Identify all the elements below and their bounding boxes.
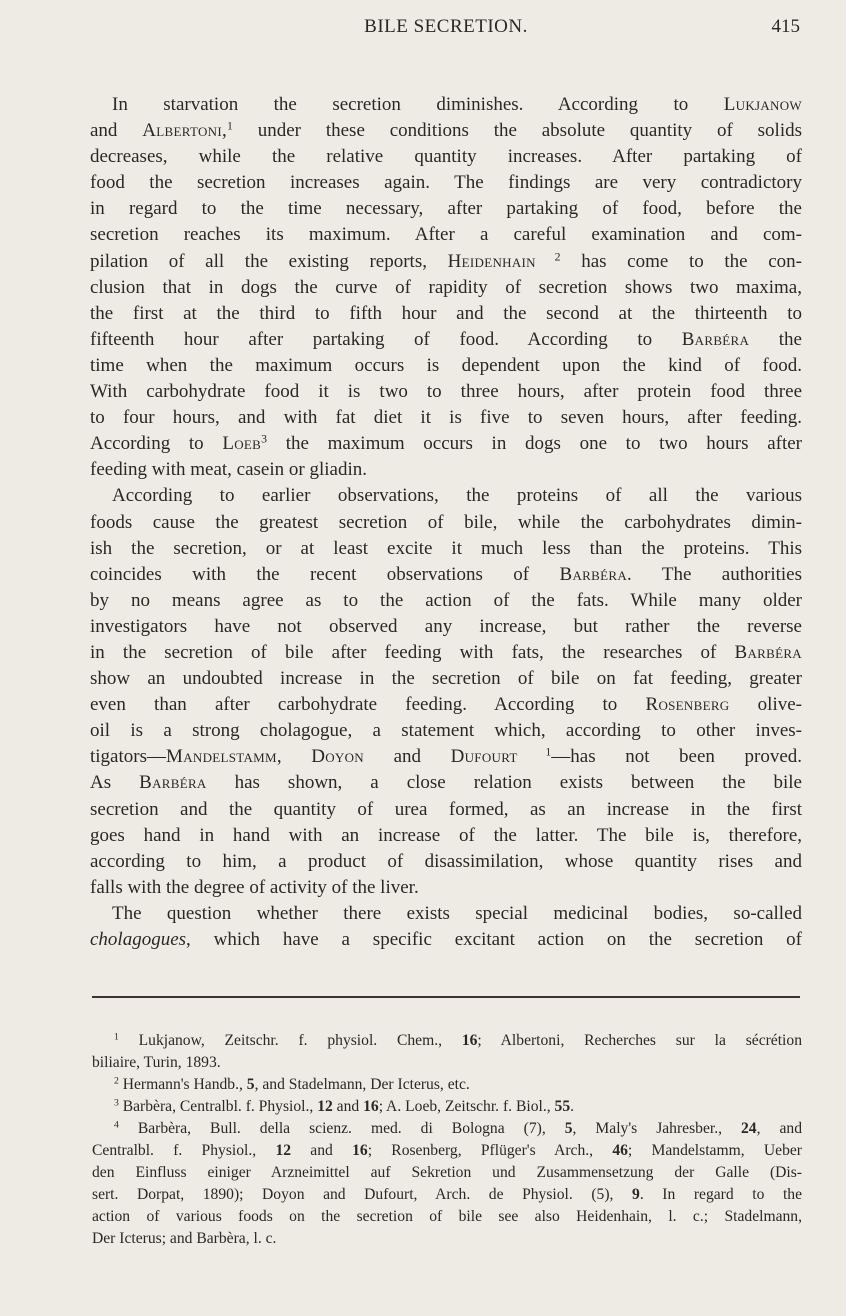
text-run: ; Albertoni, Recherches sur la sécrétion (477, 1032, 802, 1049)
footnote-line (92, 1118, 802, 1140)
text-run: falls with the degree of activity of the liver. (90, 876, 419, 898)
text-run: . (570, 1098, 575, 1115)
text-line (90, 144, 802, 170)
text-run: to four hours, and with fat diet it is five to seven hours, after feeding. (90, 407, 802, 429)
text-line (90, 927, 802, 953)
text-run: in the secretion of bile after feeding with fats, the researches of (90, 641, 735, 663)
text-line (90, 614, 802, 640)
text-run: feeding with meat, casein or gliadin. (90, 459, 367, 481)
text-run: 12 (317, 1098, 333, 1115)
text-run: Der Icterus; and Barbèra, l. c. (92, 1230, 277, 1247)
text-run: action of various foods on the secretion of bile see also Heidenhain, l. c.; Stadelmann, (92, 1208, 802, 1225)
text-run: 16 (363, 1098, 379, 1115)
text-run: coincides with the recent observations of (90, 563, 560, 585)
text-run: Barbèra, Centralbl. f. Physiol., (118, 1098, 318, 1115)
text-run: biliaire, Turin, 1893. (92, 1054, 221, 1071)
text-run: goes hand in hand with an increase of the latter. The bile is, therefore, (90, 824, 802, 846)
text-run: cholagogues (90, 929, 187, 950)
text-line (90, 92, 802, 118)
text-run: secretion and the quantity of urea formed, as an increase in the first (90, 798, 802, 820)
text-line (90, 823, 802, 849)
author-name: Barbéra (559, 563, 628, 585)
text-run: ; A. Loeb, Zeitschr. f. Biol., (378, 1098, 555, 1115)
page-header (92, 16, 800, 44)
text-run: . The authorities (627, 563, 802, 585)
text-run: Lukjanow, Zeitschr. f. physiol. Chem., (118, 1032, 462, 1049)
text-run: As (90, 772, 140, 794)
footnote-line (92, 1184, 802, 1206)
text-run: the (749, 328, 802, 350)
text-run: secretion reaches its maximum. After a careful examination and com- (90, 224, 802, 246)
author-name: Barbéra (734, 641, 802, 663)
text-run: olive- (729, 694, 802, 716)
footnote-marker: 2 (535, 250, 561, 264)
text-run: 12 (275, 1142, 292, 1159)
footnote-line (92, 1206, 802, 1228)
text-run: 5 (564, 1120, 573, 1137)
author-name: Mandelstamm (166, 746, 277, 768)
text-run: investigators have not observed any increase, but rather the reverse (90, 615, 802, 637)
text-run: fifteenth hour after partaking of food. According to (90, 328, 682, 350)
text-run: 5 (246, 1076, 255, 1093)
text-run: 55 (554, 1098, 571, 1115)
text-line (90, 222, 802, 248)
footnote-marker: 1 (517, 745, 552, 759)
text-run: has shown, a close relation exists between the bile (206, 772, 802, 794)
footnote-marker: 3 (114, 1097, 119, 1109)
text-run: in regard to the time necessary, after partaking of food, before the (90, 198, 802, 220)
text-run: With carbohydrate food it is two to three hours, after protein food three (90, 381, 802, 403)
footnote-marker: 3 (261, 432, 268, 446)
text-run: , which have a specific excitant action on the secretion of (186, 929, 802, 950)
text-line (90, 718, 802, 744)
page-number: 415 (771, 16, 800, 37)
text-run: According to earlier observations, the proteins of all the various (112, 485, 802, 507)
text-line (90, 457, 802, 483)
text-run: by no means agree as to the action of the fats. While many older (90, 589, 802, 611)
text-run: 46 (612, 1142, 628, 1159)
text-line (90, 770, 802, 796)
text-run: 16 (352, 1142, 368, 1159)
text-line (90, 797, 802, 823)
text-line (90, 170, 802, 196)
text-run: under these conditions the absolute quantity of solids (232, 120, 803, 142)
footnote-marker: 4 (114, 1119, 119, 1131)
author-name: Doyon (311, 746, 364, 768)
text-line (90, 327, 802, 353)
text-run: and (332, 1098, 364, 1115)
author-name: Dufourt (450, 746, 518, 768)
text-run: and (291, 1142, 353, 1159)
text-run: , and Stadelmann, Der Icterus, etc. (254, 1076, 470, 1093)
author-name: Barbéra (139, 772, 207, 794)
text-run: According to (90, 433, 223, 455)
text-line (90, 118, 802, 144)
text-run: Hermann's Handb., (118, 1076, 247, 1093)
text-run: clusion that in dogs the curve of rapidity of secretion shows two maxima, (90, 276, 802, 298)
text-run: In starvation the secretion diminishes. According to (112, 94, 724, 115)
footnote-marker: 1 (227, 119, 233, 133)
text-line (90, 562, 802, 588)
author-name: Lukjanow (723, 94, 802, 115)
footnote-line (92, 1074, 802, 1096)
text-run: Barbèra, Bull. della scienz. med. di Bologna (7), (118, 1120, 565, 1137)
author-name: Loeb (222, 433, 262, 455)
author-name: Rosenberg (645, 694, 730, 716)
text-line (90, 875, 802, 901)
text-line (90, 901, 802, 927)
text-run: according to him, a product of disassimilation, whose quantity rises and (90, 850, 802, 872)
text-line (90, 510, 802, 536)
text-run: 9 (632, 1186, 640, 1203)
text-line (90, 666, 802, 692)
text-run: , (276, 746, 312, 768)
footnote-divider (92, 996, 800, 998)
text-run: 24 (741, 1120, 757, 1137)
footnote-line (92, 1030, 802, 1052)
text-line (90, 744, 802, 770)
author-name: Barbéra (681, 328, 750, 350)
running-title: BILE SECRETION. (364, 16, 528, 37)
text-run: ; Mandelstamm, Ueber (627, 1142, 802, 1159)
text-run: , and (756, 1120, 802, 1137)
text-line (90, 405, 802, 431)
text-run: Centralbl. f. Physiol., (92, 1142, 276, 1159)
text-line (90, 379, 802, 405)
text-line (90, 353, 802, 379)
footnote-marker: 1 (114, 1031, 119, 1043)
footnotes (92, 1030, 802, 1250)
text-line (90, 640, 802, 666)
footnote-marker: 2 (114, 1075, 119, 1087)
text-run: even than after carbohydrate feeding. According to (90, 694, 646, 716)
author-name: Albertoni, (142, 120, 228, 142)
text-run: . In regard to the (639, 1186, 803, 1203)
footnote-line (92, 1052, 802, 1074)
text-run: tigators— (90, 746, 166, 768)
text-line (90, 483, 802, 509)
text-line (90, 301, 802, 327)
text-line (90, 431, 802, 457)
text-run: sert. Dorpat, 1890); Doyon and Dufourt, Arch. de Physiol. (5), (92, 1186, 633, 1203)
text-run: the maximum occurs in dogs one to two hours after (267, 433, 802, 455)
text-line (90, 249, 802, 275)
text-run: has come to the con- (560, 250, 802, 272)
text-line (90, 849, 802, 875)
text-run: food the secretion increases again. The findings are very contradictory (90, 172, 802, 194)
text-run: the first at the third to fifth hour and the second at the thirteenth to (90, 302, 802, 324)
footnote-line (92, 1228, 802, 1250)
footnote-line (92, 1162, 802, 1184)
footnote-line (92, 1096, 802, 1118)
text-run: pilation of all the existing reports, (90, 250, 448, 272)
text-run: oil is a strong cholagogue, a statement which, according to other inves- (90, 720, 802, 742)
text-run: decreases, while the relative quantity increases. After partaking of (90, 146, 802, 168)
author-name: Heidenhain (447, 250, 536, 272)
text-run: 16 (461, 1032, 478, 1049)
text-line (90, 536, 802, 562)
text-run: and (364, 746, 451, 768)
footnote-line (92, 1140, 802, 1162)
text-run: show an undoubted increase in the secretion of bile on fat feeding, greater (90, 668, 802, 690)
text-run: and (90, 120, 143, 142)
text-line (90, 588, 802, 614)
text-line (90, 275, 802, 301)
text-run: The question whether there exists special medicinal bodies, so-called (112, 902, 802, 924)
text-run: den Einfluss einiger Arzneimittel auf Sekretion und Zusammensetzung der Galle (Dis- (92, 1164, 802, 1181)
text-run: ; Rosenberg, Pflüger's Arch., (367, 1142, 613, 1159)
text-run: foods cause the greatest secretion of bile, while the carbohydrates dimin- (90, 511, 802, 533)
text-run: time when the maximum occurs is dependent upon the kind of food. (90, 354, 802, 376)
body-text (90, 92, 802, 953)
text-run: —has not been proved. (551, 746, 803, 768)
text-run: , Maly's Jahresber., (572, 1120, 741, 1137)
text-line (90, 196, 802, 222)
text-line (90, 692, 802, 718)
text-run: ish the secretion, or at least excite it much less than the proteins. This (90, 537, 802, 559)
